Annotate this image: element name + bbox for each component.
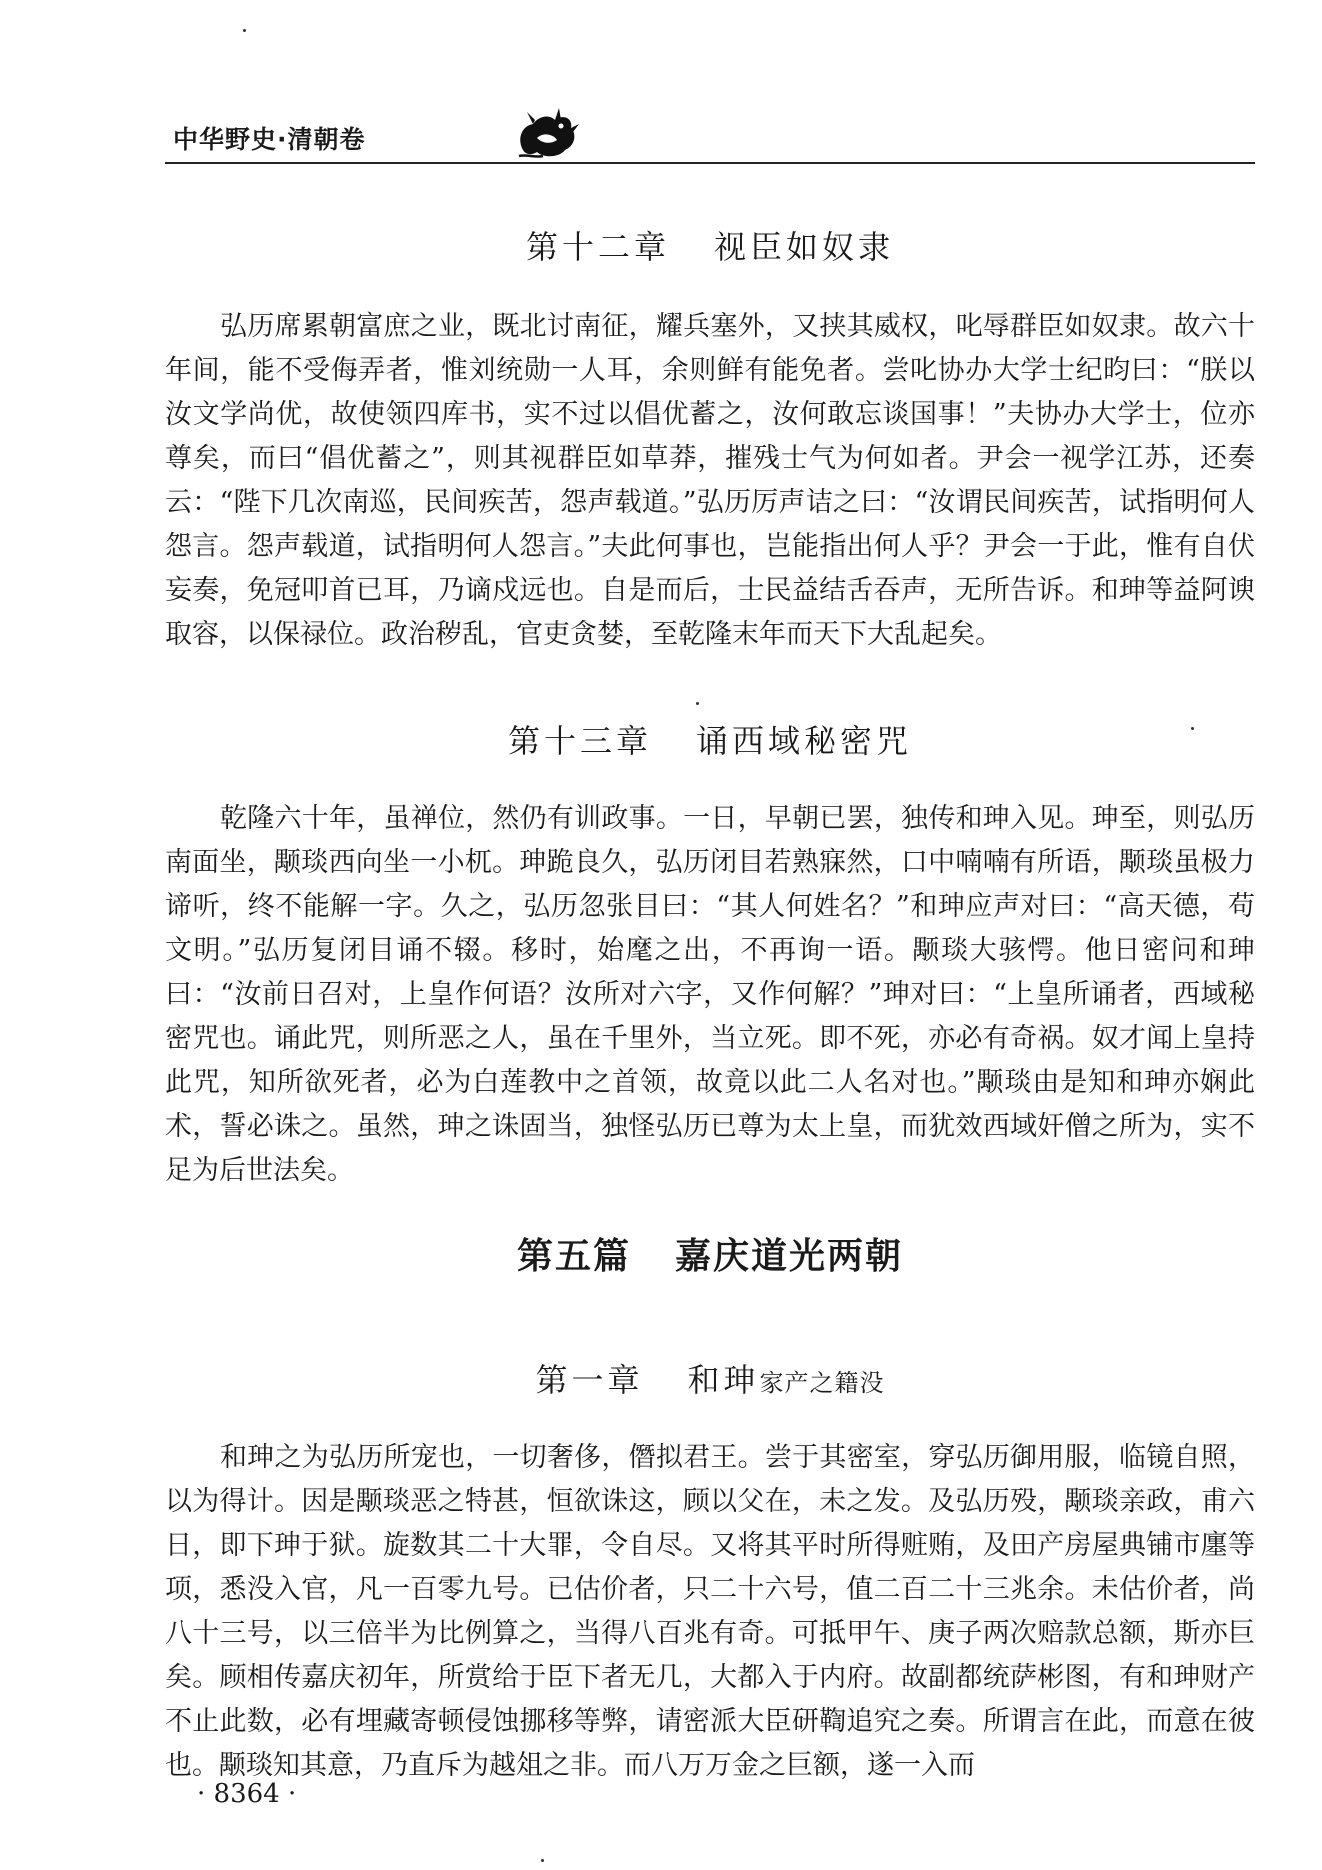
chapter-number: 第一章 <box>535 1361 644 1399</box>
page-header <box>165 112 1255 164</box>
chapter-title <box>165 1355 1255 1401</box>
chapter-name: 和珅 <box>687 1361 760 1399</box>
chapter-title <box>165 222 1255 268</box>
paragraph: 弘历席累朝富庶之业，既北讨南征，耀兵塞外，又挟其威权，叱辱群臣如奴隶。故六十年间，能不受侮弄者，惟刘统勋一人耳，余则鲜有能免者。尝叱协办大学士纪昀曰：“朕以汝文学尚优，故使领四库书，实不过以倡优蓄之，汝何敢忘谈国事！”夫协办大学士，位亦尊矣，而曰“倡优蓄之”，则其视群臣如草莽，摧残士气为何如者。尹会一视学江苏，还奏云：“陛下几次南巡，民间疾苦，怨声载道。”弘历厉声诘之曰：“汝谓民间疾苦，试指明何人怨言。怨声载道，试指明何人怨言。”夫此何事也，岂能指出何人乎？尹会一于此，惟有自伏妄奏，免冠叩首已耳，乃谪戍远也。自是而后，士民益结舌吞声，无所告诉。和珅等益阿谀取容，以保禄位。政治秽乱，官吏贪婪，至乾隆末年而天下大乱起矣。 <box>165 311 1255 650</box>
page-number: · 8364 · <box>197 1779 297 1809</box>
scan-speck <box>1191 727 1194 730</box>
chapter-name-small: 家产之籍没 <box>759 1369 885 1397</box>
part-name: 嘉庆道光两朝 <box>675 1236 904 1277</box>
scan-speck <box>696 702 699 705</box>
part-number: 第五篇 <box>516 1236 631 1277</box>
chapter-number: 第十三章 <box>507 722 652 760</box>
paragraph: 和珅之为弘历所宠也，一切奢侈，僭拟君王。尝于其密室，穿弘历御用服，临镜自照，以为得计。因是颙琰恶之特甚，恒欲诛这，顾以父在，未之发。及弘历殁，颙琰亲政，甫六日，即下珅于狱。旋数其二十大罪，令自尽。又将其平时所得赃贿，及田产房屋典铺市廛等项，悉没入官，凡一百零九号。已估价者，只二十六号，值二百二十三兆余。未估价者，尚八十三号，以三倍半为比例算之，当得八百兆有奇。可抵甲午、庚子两次赔款总额，斯亦巨矣。顾相传嘉庆初年，所赏给于臣下者无几，大都入于内府。故副都统萨彬图，有和珅财产不止此数，必有埋藏寄顿侵蚀挪移等弊，请密派大臣研鞫追究之奏。所谓言在此，而意在彼也。颙琰知其意，乃直斥为越俎之非。而八万万金之巨额，遂一入而 <box>165 1442 1255 1781</box>
chapter-name: 视臣如奴隶 <box>714 228 895 266</box>
dragon-ornament-icon <box>513 104 581 162</box>
chapter-title <box>165 716 1255 762</box>
chapter-number: 第十二章 <box>525 228 670 266</box>
part-title <box>165 1228 1255 1279</box>
scan-speck <box>243 29 246 32</box>
chapter-name: 诵西域秘密咒 <box>696 722 913 760</box>
paragraph: 乾隆六十年，虽禅位，然仍有训政事。一日，早朝已罢，独传和珅入见。珅至，则弘历南面坐，颙琰西向坐一小杌。珅跪良久，弘历闭目若熟寐然，口中喃喃有所语，颙琰虽极力谛听，终不能解一字。久之，弘历忽张目曰：“其人何姓名？”和珅应声对曰：“高天德，苟文明。”弘历复闭目诵不辍。移时，始麾之出，不再询一语。颙琰大骇愕。他日密问和珅曰：“汝前日召对，上皇作何语？汝所对六字，又作何解？”珅对曰：“上皇所诵者，西域秘密咒也。诵此咒，则所恶之人，虽在千里外，当立死。即不死，亦必有奇祸。奴才闻上皇持此咒，知所欲死者，必为白莲教中之首领，故竟以此二人名对也。”颙琰由是知和珅亦娴此术，誓必诛之。虽然，珅之诛固当，独怪弘历已尊为太上皇，而犹效西域奸僧之所为，实不足为后世法矣。 <box>165 803 1255 1186</box>
running-head: 中华野史·清朝卷 <box>173 125 366 154</box>
header-rule <box>165 162 1255 164</box>
scan-speck <box>541 1859 544 1862</box>
